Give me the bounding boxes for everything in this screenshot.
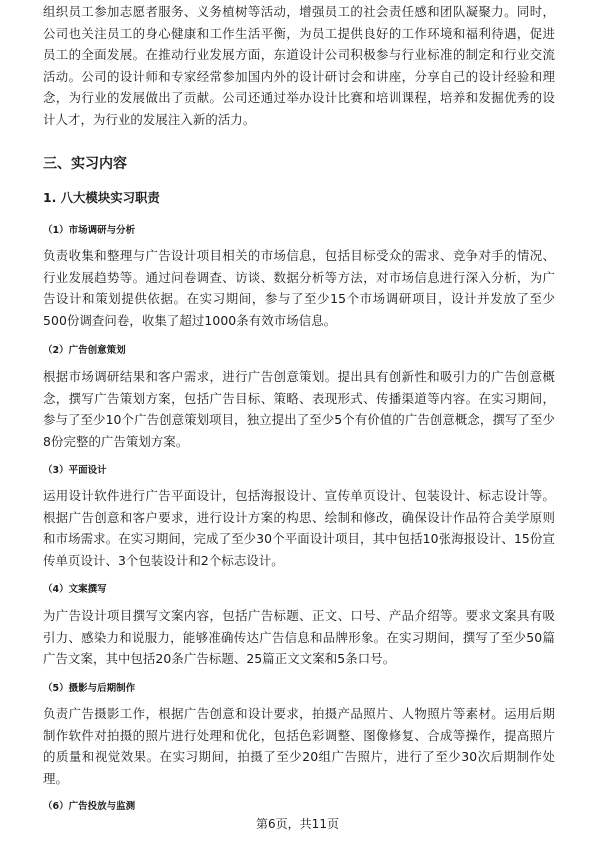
intro-paragraph: 组织员工参加志愿者服务、义务植树等活动，增强员工的社会责任感和团队凝聚力。同时，公司也关注员工的身心健康和工作生活平衡，为员工提供良好的工作环境和福利待遇，促进员工的全面发展。在推动行业发展方面，东道设计公司积极参与行业标准的制定和行业交流活动。公司的设计师和专家经常参加国内外的设计研讨会和讲座，分享自己的设计经验和理念，为行业的发展做出了贡献。公司还通过举办设计比赛和培训课程，培养和发掘优秀的设计人才，为行业的发展注入新的活力。 (43, 4, 555, 127)
item-text-1: 负责收集和整理与广告设计项目相关的市场信息，包括目标受众的需求、竞争对手的情况、行业发展趋势等。通过问卷调查、访谈、数据分析等方法，对市场信息进行深入分析，为广告设计和策划提供依据。在实习期间，参与了至少15个市场调研项目，设计并发放了至少500份调查问卷，收集了超过1000条有效市场信息。 (43, 248, 555, 328)
item-text-4: 为广告设计项目撰写文案内容，包括广告标题、正文、口号、产品介绍等。要求文案具有吸引力、感染力和说服力，能够准确传达广告信息和品牌形象。在实习期间，撰写了至少50篇广告文案，其中包括20条广告标题、25篇正文文案和5条口号。 (43, 608, 555, 666)
item-text-2: 根据市场调研结果和客户需求，进行广告创意策划。提出具有创新性和吸引力的广告创意概念，撰写广告策划方案，包括广告目标、策略、表现形式、传播渠道等内容。在实习期间，参与了至少10个广告创意策划项目，独立提出了至少5个有价值的广告创意概念，撰写了至少8份完整的广告策划方案。 (43, 369, 555, 449)
item-text-5: 负责广告摄影工作，根据广告创意和设计要求，拍摄产品照片、人物照片等素材。运用后期制作软件对拍摄的照片进行处理和优化，包括色彩调整、图像修复、合成等操作，提高照片的质量和视觉效果。在实习期间，拍摄了至少20组广告照片，进行了至少30次后期制作处理。 (43, 706, 555, 786)
item-heading-1: （1）市场调研与分析 (43, 225, 136, 236)
section-title: 三、实习内容 (43, 156, 127, 172)
item-heading-2: （2）广告创意策划 (43, 345, 126, 356)
item-heading-4: （4）文案撰写 (43, 584, 107, 595)
page-footer: 第6页，共11页 (256, 817, 339, 831)
item-heading-6: （6）广告投放与监测 (43, 801, 136, 812)
subsection-title: 1. 八大模块实习职责 (43, 190, 160, 205)
item-text-3: 运用设计软件进行广告平面设计，包括海报设计、宣传单页设计、包装设计、标志设计等。根据广告创意和客户要求，进行设计方案的构思、绘制和修改，确保设计作品符合美学原则和市场需求。在实习期间，完成了至少30个平面设计项目，其中包括10张海报设计、15份宣传单页设计、3个包装设计和2个标志设计。 (43, 488, 555, 568)
item-heading-5: （5）摄影与后期制作 (43, 683, 136, 694)
item-heading-3: （3）平面设计 (43, 465, 107, 476)
